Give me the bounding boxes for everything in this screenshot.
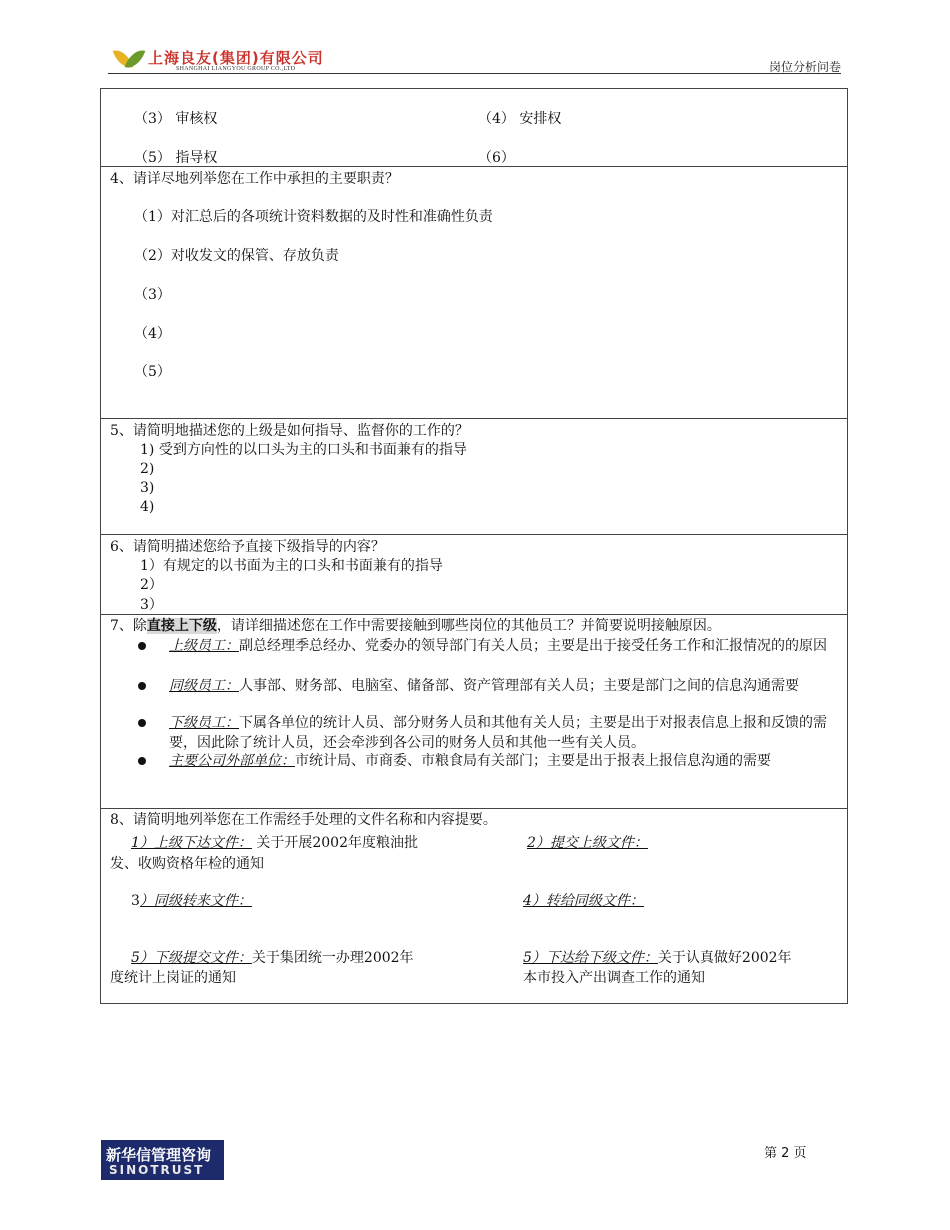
- bullet-icon: [138, 642, 146, 650]
- contact-text: 副总经理季总经办、党委办的领导部门有关人员；主要是出于接受任务工作和汇报情况的的原因: [239, 638, 827, 654]
- company-name-en: SHANGHAI LIANGYOU GROUP CO.,LTD: [176, 66, 296, 72]
- file-label: 2）提交上级文件：: [527, 835, 648, 851]
- authority-option-5: （5） 指导权: [134, 150, 218, 166]
- duty-item: （5）: [134, 364, 171, 380]
- authority-option-6: （6）: [478, 150, 515, 166]
- question-8: 8、请简明地列举您在工作需经手处理的文件名称和内容提要。: [110, 812, 497, 828]
- duty-item: （4）: [134, 326, 171, 342]
- question-7-suffix: ，请详细描述您在工作中需要接触到哪些岗位的其他员工？并简要说明接触原因。: [216, 618, 721, 634]
- company-name-cn: 上海良友(集团)有限公司: [148, 49, 324, 67]
- file-item-2: [527, 834, 648, 852]
- file-item-1: [131, 834, 418, 852]
- direction-item: 1）有规定的以书面为主的口头和书面兼有的指导: [140, 558, 443, 574]
- sinotrust-logo: [101, 1140, 224, 1180]
- bullet-icon: [138, 757, 146, 765]
- bullet-icon: [138, 682, 146, 690]
- file-text: 关于开展2002年度粮油批: [251, 835, 419, 851]
- file-item-3: [131, 892, 252, 910]
- doc-title: 岗位分析问卷: [768, 60, 841, 74]
- file-text: 关于集团统一办理2002年: [251, 950, 414, 966]
- direction-item: 3）: [140, 597, 163, 613]
- question-7-highlight: 直接上下级: [146, 618, 217, 634]
- contact-text: 市统计局、市商委、市粮食局有关部门；主要是出于报表上报信息沟通的需要: [295, 753, 771, 769]
- guidance-item: 4): [140, 499, 155, 515]
- question-5: 5、请简明地描述您的上级是如何指导、监督你的工作的？: [110, 423, 469, 439]
- contact-item: [169, 713, 839, 753]
- contact-item: [169, 751, 839, 771]
- file-num: 3: [131, 893, 140, 909]
- contact-item: [169, 636, 839, 656]
- duty-item: （1）对汇总后的各项统计资料数据的及时性和准确性负责: [134, 209, 493, 225]
- logo-leaf-icon: [125, 46, 146, 71]
- row-divider: [100, 808, 848, 809]
- question-7: [110, 617, 721, 635]
- contact-label: 下级员工：: [169, 715, 239, 731]
- contact-label: 主要公司外部单位：: [169, 753, 295, 769]
- contact-item: [169, 676, 839, 696]
- question-6: 6、请简明描述您给予直接下级指导的内容？: [110, 539, 385, 555]
- file-label: 1）上级下达文件：: [131, 835, 252, 851]
- row-divider: [100, 534, 848, 535]
- file-label: ）同级转来文件：: [139, 893, 252, 909]
- file-label: 5）下达给下级文件：: [523, 950, 658, 966]
- guidance-item: 1) 受到方向性的以口头为主的口头和书面兼有的指导: [140, 442, 467, 458]
- authority-option-4: （4） 安排权: [478, 111, 562, 127]
- file-label: 4）转给同级文件：: [523, 893, 644, 909]
- contact-label: 同级员工：: [169, 678, 239, 694]
- page-number: 第 2 页: [764, 1146, 807, 1161]
- file-text: 关于认真做好2002年: [657, 950, 792, 966]
- file-label: 5）下级提交文件：: [131, 950, 252, 966]
- direction-item: 2）: [140, 577, 163, 593]
- row-divider: [100, 418, 848, 419]
- guidance-item: 2): [140, 461, 155, 477]
- question-7-prefix: 7、除: [110, 618, 147, 634]
- duty-item: （3）: [134, 287, 171, 303]
- authority-option-3: （3） 审核权: [134, 111, 218, 127]
- guidance-item: 3): [140, 480, 155, 496]
- question-4: 4、请详尽地列举您在工作中承担的主要职责？: [110, 171, 399, 187]
- contact-label: 上级员工：: [169, 638, 239, 654]
- row-divider: [100, 614, 848, 615]
- file-item-4: [523, 892, 644, 910]
- header-divider: [108, 73, 841, 74]
- bullet-icon: [138, 719, 146, 727]
- file-item-6-cont: 本市投入产出调查工作的通知: [523, 970, 705, 986]
- file-item-5: [131, 949, 414, 967]
- contact-text: 人事部、财务部、电脑室、储备部、资产管理部有关人员；主要是部门之间的信息沟通需要: [239, 678, 799, 694]
- file-item-6: [523, 949, 792, 967]
- file-item-1-cont: 发、收购资格年检的通知: [110, 856, 264, 872]
- logo-text-cn: 新华信管理咨询: [106, 1146, 212, 1164]
- contact-text: 下属各单位的统计人员、部分财务人员和其他有关人员；主要是出于对报表信息上报和反馈的需要，因此除了统计人员，还会牵涉到各公司的财务人员和其他一些有关人员。: [169, 715, 827, 751]
- duty-item: （2）对收发文的保管、存放负责: [134, 248, 339, 264]
- logo-text-en: SINOTRUST: [109, 1163, 205, 1177]
- file-item-5-cont: 度统计上岗证的通知: [110, 970, 236, 986]
